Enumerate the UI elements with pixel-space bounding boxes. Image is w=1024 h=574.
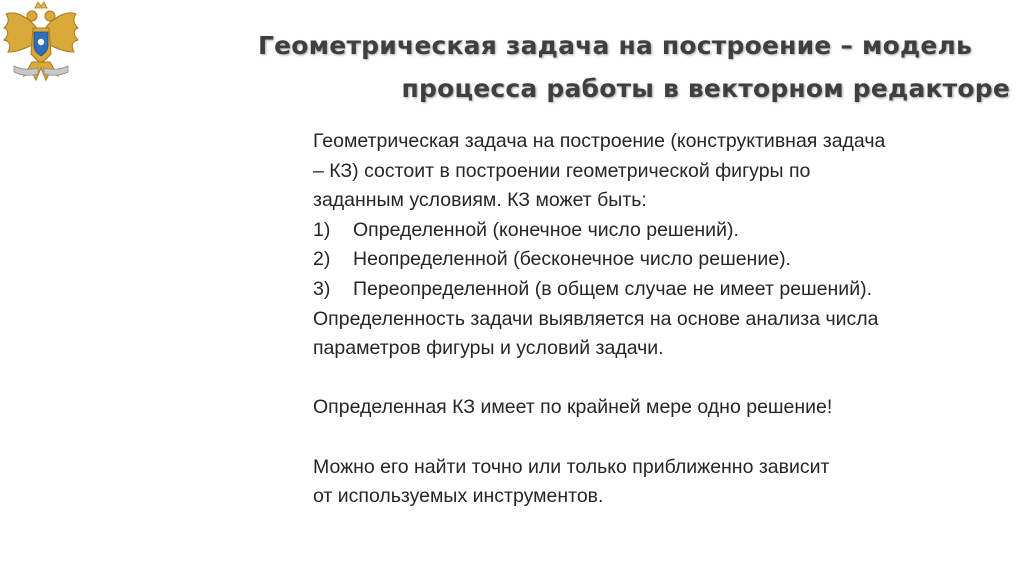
list-item-text: Неопределенной (бесконечное число решение).	[353, 248, 791, 271]
list-item	[313, 275, 1013, 305]
slide-title-line-2: процесса работы в векторном редакторе	[401, 74, 1010, 103]
list-item-number: 3)	[313, 277, 331, 300]
list-item-text: Переопределенной (в общем случае не имеет решений).	[353, 277, 872, 300]
analysis-line: параметров фигуры и условий задачи.	[313, 337, 664, 360]
intro-line: – КЗ) состоит в построении геометрической фигуры по	[313, 159, 811, 182]
closing-line: Можно его найти точно или только приближенно зависит	[313, 455, 830, 478]
spacer	[313, 423, 1013, 453]
list-item	[313, 216, 1013, 246]
list-item	[313, 245, 1013, 275]
closing-line: от используемых инструментов.	[313, 485, 604, 508]
statement-line: Определенная КЗ имеет по крайней мере одно решение!	[313, 396, 833, 419]
intro-line: Геометрическая задача на построение (конструктивная задача	[313, 130, 886, 152]
list-item-number: 2)	[313, 248, 331, 271]
intro-line: заданным условиям. КЗ может быть:	[313, 189, 647, 212]
double-headed-eagle-emblem-icon	[2, 0, 80, 90]
list-item-number: 1)	[313, 218, 331, 241]
slide-title	[230, 24, 1010, 110]
slide-title-line-1: Геометрическая задача на построение – модель	[258, 31, 973, 60]
list-item-text: Определенной (конечное число решений).	[353, 218, 739, 241]
slide-body	[313, 127, 1013, 512]
analysis-line: Определенность задачи выявляется на основе анализа числа	[313, 307, 879, 330]
spacer	[313, 364, 1013, 394]
